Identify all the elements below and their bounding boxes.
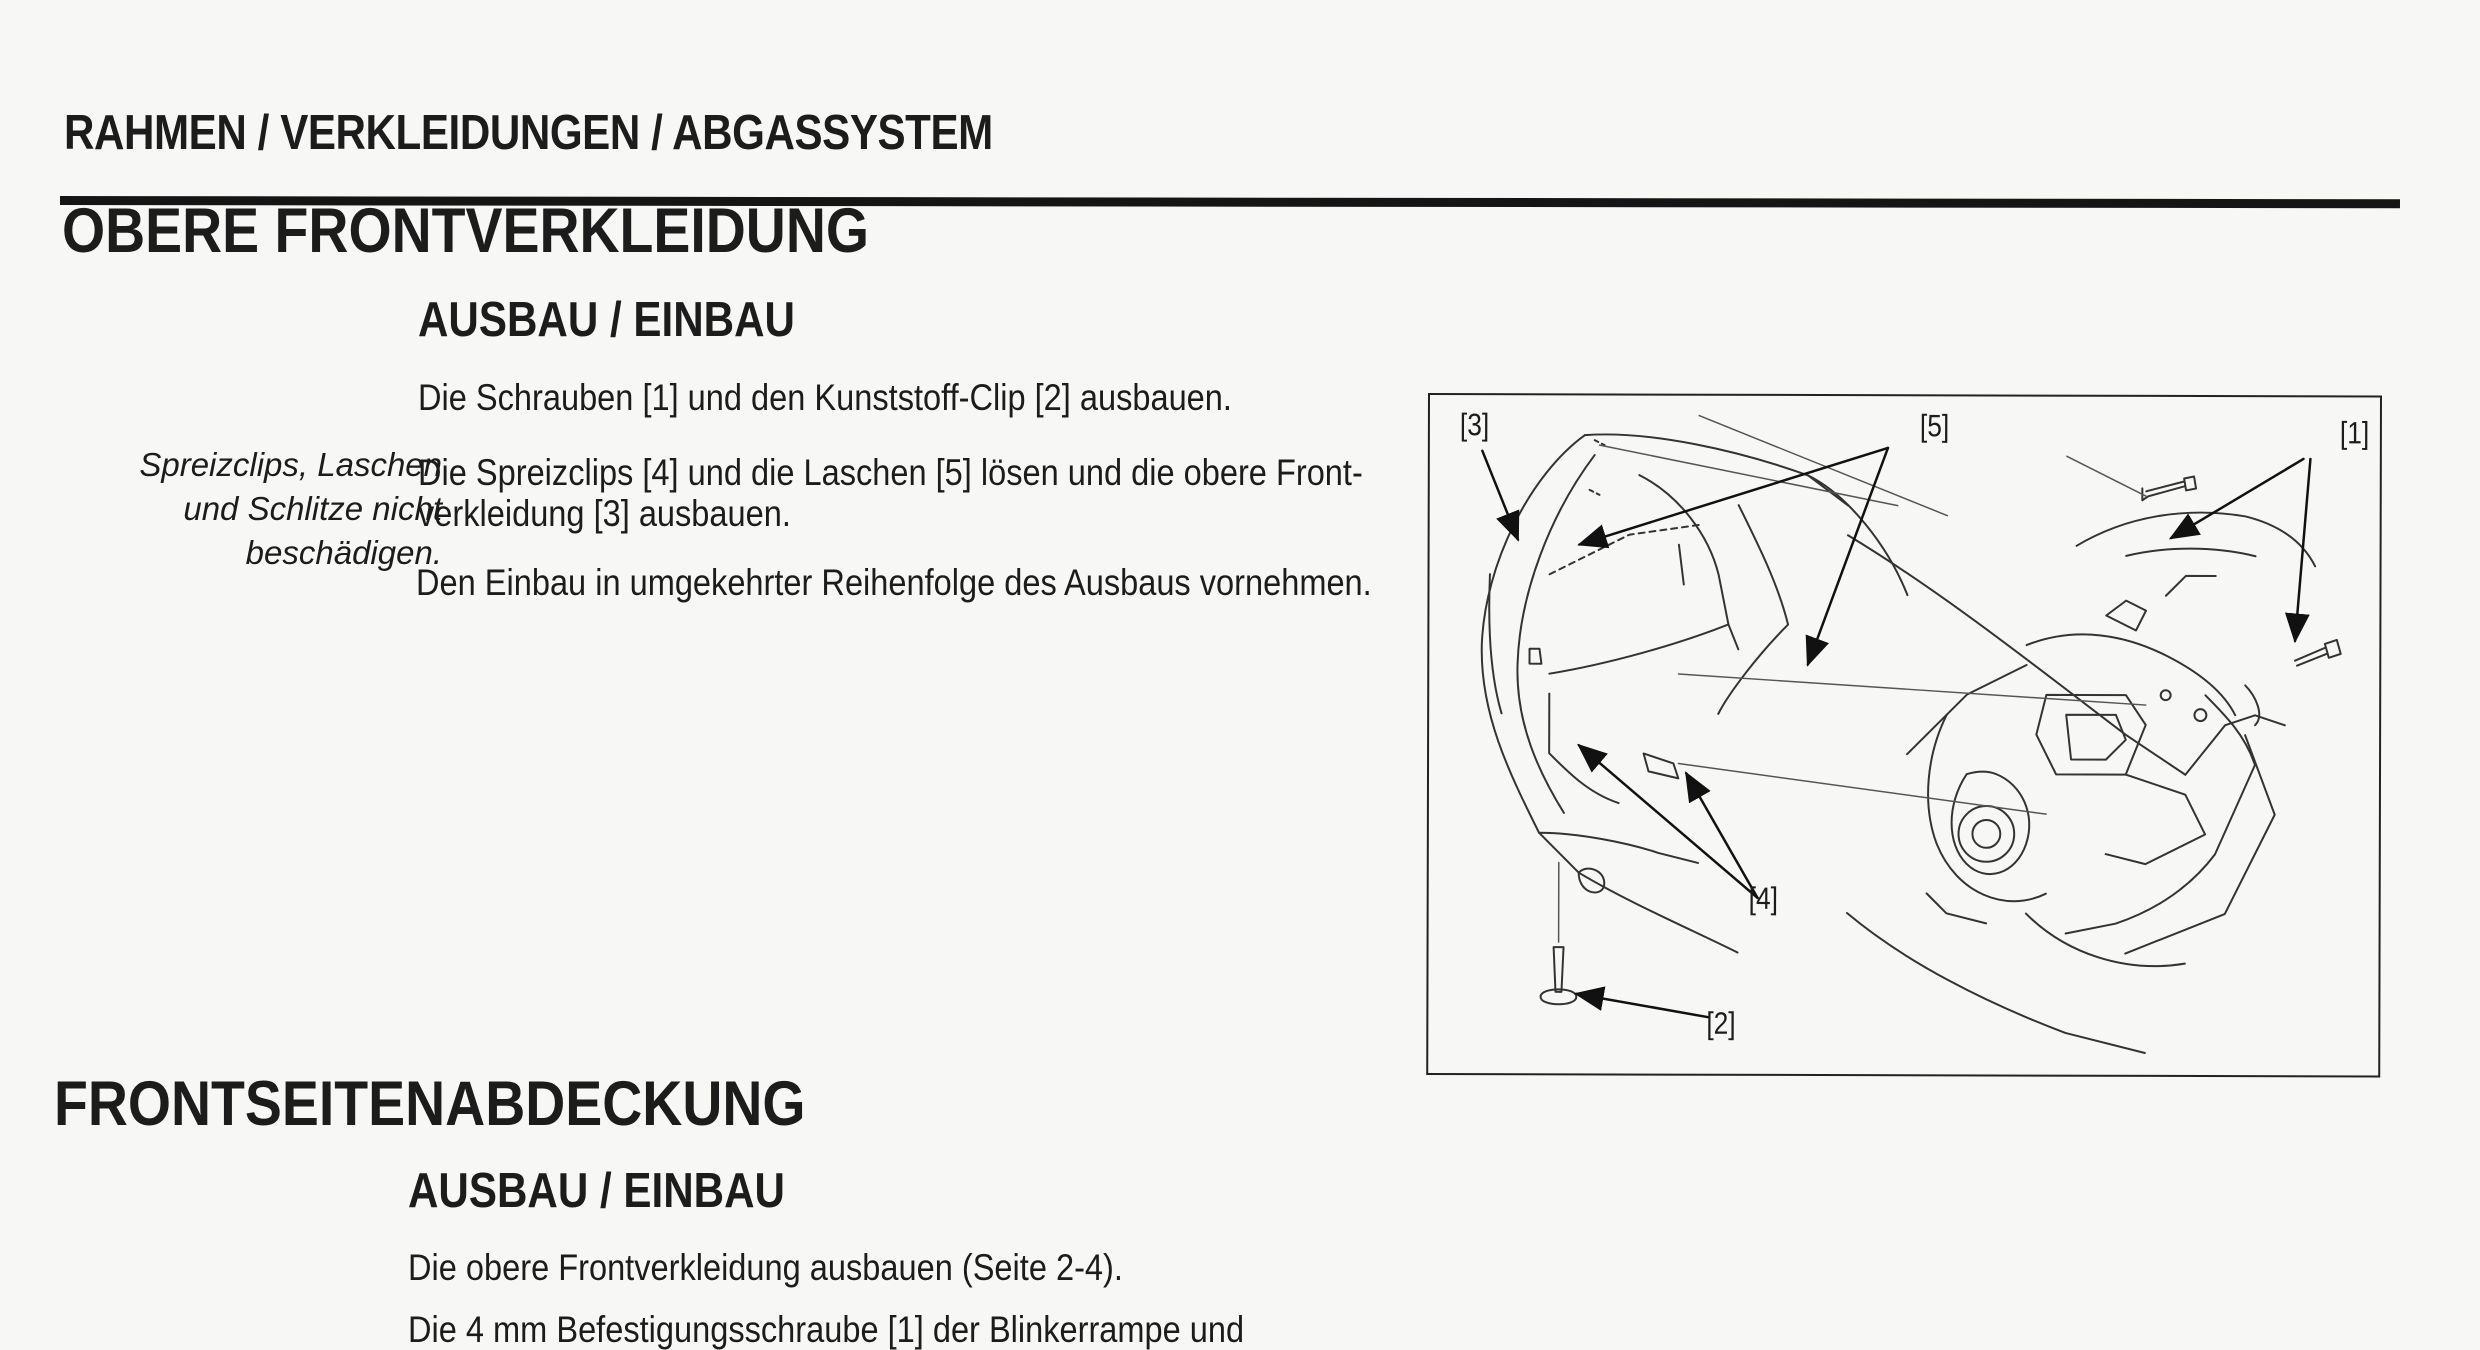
section-title-front-side-cover: FRONTSEITENABDECKUNG — [54, 1069, 806, 1139]
callout-label: [2] — [1706, 1005, 1736, 1041]
caution-note-line: beschädigen. — [245, 534, 442, 571]
assembly-guide-lines — [1559, 415, 2147, 943]
step-text: Die Schrauben [1] und den Kunststoff-Clip [2] ausbauen. — [418, 377, 1232, 418]
exploded-view-figure — [1426, 393, 2382, 1077]
chapter-title: RAHMEN / VERKLEIDUNGEN / ABGASSYSTEM — [64, 106, 993, 160]
callout-label: [5] — [1919, 408, 1950, 444]
step-text: Die 4 mm Befestigungsschraube [1] der Blinkerrampe und — [408, 1309, 1245, 1350]
step-text: Den Einbau in umgekehrter Reihenfolge des Ausbaus vornehmen. — [416, 562, 1372, 603]
subsection-title-removal: AUSBAU / EINBAU — [408, 1164, 785, 1218]
caution-note — [60, 443, 442, 575]
step-text: Die obere Frontverkleidung ausbauen (Seite 2-4). — [408, 1247, 1123, 1288]
plastic-clip-part — [1541, 947, 1577, 1004]
section-title-upper-cowl: OBERE FRONTVERKLEIDUNG — [62, 196, 870, 266]
caution-note-line: und Schlitze nicht — [183, 490, 442, 527]
subsection-title-removal: AUSBAU / EINBAU — [418, 293, 795, 347]
headlight-assembly-part — [1847, 512, 2316, 1054]
upper-cowl-part — [1481, 434, 1908, 953]
callout-label: [4] — [1748, 880, 1779, 916]
caution-note-line: Spreizclips, Laschen — [139, 446, 442, 483]
step-text: Die Spreizclips [4] und die Laschen [5] lösen und die obere Front- — [418, 452, 1363, 493]
exploded-view-drawing — [1428, 395, 2380, 1075]
callout-arrows — [1481, 447, 2311, 1019]
callout-label: [3] — [1459, 407, 1490, 443]
callout-label: [1] — [2339, 415, 2370, 451]
step-text: verkleidung [3] ausbauen. — [418, 493, 791, 534]
screw-part — [2142, 476, 2341, 665]
